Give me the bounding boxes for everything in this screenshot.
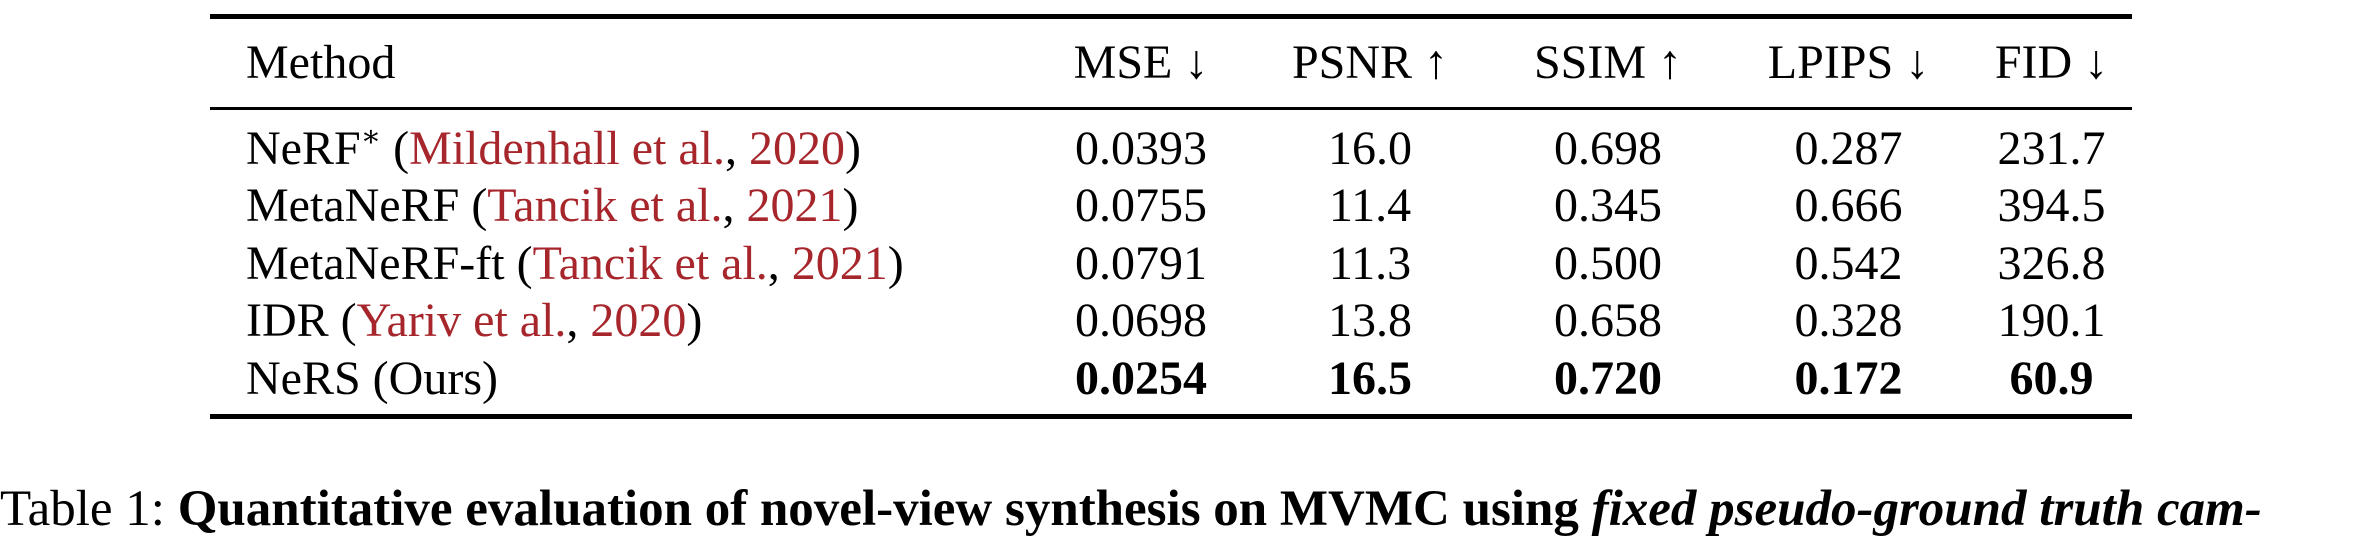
lpips-cell: 0.328 (1794, 294, 1903, 348)
lpips-cell-best: 0.172 (1794, 351, 1903, 405)
paren-open: ( (328, 294, 357, 348)
header-method: Method (246, 36, 396, 89)
paren-close: ) (842, 179, 859, 233)
psnr-cell-best: 16.5 (1328, 351, 1412, 405)
asterisk-marker: ∗ (360, 119, 382, 153)
results-table-container (210, 14, 2132, 419)
header-psnr: PSNR ↑ (1291, 36, 1449, 89)
ssim-cell-best: 0.720 (1554, 351, 1662, 405)
psnr-cell: 16.0 (1328, 121, 1412, 175)
psnr-cell: 11.3 (1328, 236, 1412, 290)
fid-cell: 231.7 (1997, 121, 2106, 175)
method-cell (210, 235, 1032, 293)
table-row-nerf (210, 110, 2132, 178)
method-name: MetaNeRF-ft (246, 236, 505, 290)
paren-close: ) (686, 294, 703, 348)
method-cell: NeRS (Ours) (246, 351, 498, 405)
header-fid: FID ↓ (1994, 36, 2109, 89)
citation-year-link[interactable]: 2021 (746, 179, 843, 233)
table-row-ners (210, 350, 2132, 414)
table-row-idr (210, 293, 2132, 351)
table-row-metanerf-ft (210, 235, 2132, 293)
header-ssim: SSIM ↑ (1533, 36, 1683, 89)
method-cell (210, 293, 1032, 351)
citation-year-link[interactable]: 2020 (590, 294, 687, 348)
mse-cell-best: 0.0254 (1075, 351, 1207, 405)
header-mse: MSE ↓ (1073, 36, 1209, 89)
citation-year-link[interactable]: 2021 (791, 236, 888, 290)
lpips-cell: 0.287 (1794, 121, 1903, 175)
method-cell (210, 178, 1032, 236)
results-table (210, 19, 2132, 107)
ssim-cell: 0.658 (1554, 294, 1662, 348)
lpips-cell: 0.666 (1794, 179, 1903, 233)
paren-open: ( (504, 236, 533, 290)
caption-label: Table 1: (0, 481, 178, 537)
mse-cell: 0.0791 (1075, 236, 1207, 290)
fid-cell: 326.8 (1997, 236, 2106, 290)
caption-bold-text: Quantitative evaluation of novel-view synthesis on MVMC using (177, 481, 1592, 537)
ssim-cell: 0.698 (1554, 121, 1662, 175)
citation-separator: , (767, 236, 792, 290)
lpips-cell: 0.542 (1794, 236, 1903, 290)
ssim-cell: 0.345 (1554, 179, 1662, 233)
citation-separator: , (724, 121, 749, 175)
citation-separator: , (566, 294, 591, 348)
table-bottom-rule (210, 414, 2132, 419)
mse-cell: 0.0393 (1075, 121, 1207, 175)
citation-author-link[interactable]: Tancik et al. (532, 236, 768, 290)
header-lpips: LPIPS ↓ (1767, 36, 1930, 89)
paren-close: ) (844, 121, 861, 175)
psnr-cell: 13.8 (1328, 294, 1412, 348)
mse-cell: 0.0698 (1075, 294, 1207, 348)
ssim-cell: 0.500 (1554, 236, 1662, 290)
citation-year-link[interactable]: 2020 (748, 121, 845, 175)
mse-cell: 0.0755 (1075, 179, 1207, 233)
table-caption (0, 480, 2362, 538)
fid-cell: 190.1 (1997, 294, 2106, 348)
citation-author-link[interactable]: Yariv et al. (356, 294, 567, 348)
method-name: NeRF (246, 121, 361, 175)
paren-open: ( (381, 121, 410, 175)
table-header-row (210, 19, 2132, 107)
method-cell (210, 110, 1032, 178)
table-row-metanerf (210, 178, 2132, 236)
method-name: MetaNeRF (246, 179, 460, 233)
paren-open: ( (459, 179, 488, 233)
fid-cell: 394.5 (1997, 179, 2106, 233)
fid-cell-best: 60.9 (2009, 351, 2094, 405)
citation-author-link[interactable]: Tancik et al. (487, 179, 723, 233)
citation-separator: , (722, 179, 747, 233)
results-table-body (210, 110, 2132, 414)
citation-author-link[interactable]: Mildenhall et al. (409, 121, 725, 175)
method-name: IDR (246, 294, 329, 348)
psnr-cell: 11.4 (1328, 179, 1412, 233)
caption-bold-italic-text: fixed pseudo-ground truth cam- (1591, 481, 2262, 537)
paren-close: ) (887, 236, 904, 290)
